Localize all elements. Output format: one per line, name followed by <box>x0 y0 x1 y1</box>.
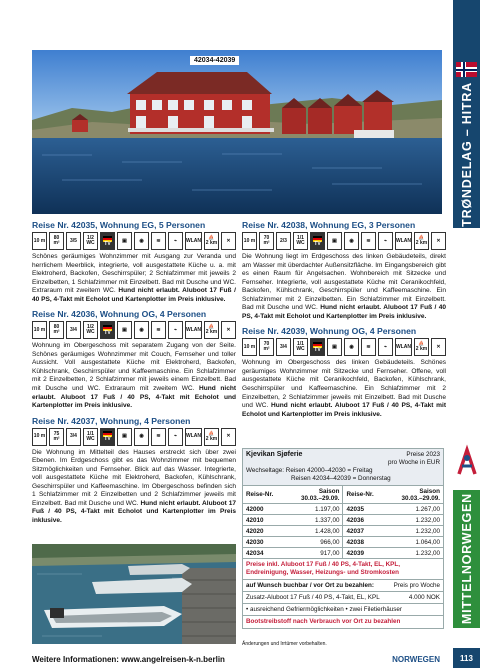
amenity-icon: 3/5 <box>66 232 81 250</box>
price-grid <box>243 485 443 558</box>
amenity-icon: TV <box>310 232 325 250</box>
amenity-icon: ⌁ <box>168 428 183 446</box>
amenity-icons <box>32 321 236 339</box>
table-row <box>243 526 443 537</box>
norway-flag-icon <box>456 62 477 77</box>
amenity-icons <box>242 338 446 356</box>
amenity-icon: ≋ <box>361 232 376 250</box>
amenity-icon: ⌁ <box>168 232 183 250</box>
table-row <box>243 504 443 515</box>
change-day-2: Reisen 42034–42039 = Donnerstag <box>291 475 391 482</box>
amenity-icon: 3/4 <box>66 321 81 339</box>
amenity-icon: ▣ <box>327 338 342 356</box>
amenity-icon: 1/2 WC <box>83 321 98 339</box>
amenity-icon: ▣ <box>117 232 132 250</box>
price-header <box>243 449 443 485</box>
amenity-icon: 1/1 WC <box>83 428 98 446</box>
amenity-icon: 1/1 WC <box>293 232 308 250</box>
fuel-note: Bootstreibstoff nach Verbrauch vor Ort zu bezahlen <box>243 615 443 628</box>
table-cell: 1.267,00 <box>386 504 443 515</box>
amenity-icon: ≋ <box>151 232 166 250</box>
listing-text-42039: Wohnung im Obergeschoss des linken Gebäudeteils. Schönes geräumiges Wohnzimmer mit Sitzecke und Fernseher. Offene, voll ausgestattete Küche mit Ceranikochfeld, Backofen, Kühlschrank, Geschirrspüler und Kaffeemaschine. Ein Schlafzimmer mit 2 Einzelbetten, 2 Schlafzimmer jeweils mit Einzelbett. Bad mit Dusche und WC. Hund nicht erlaubt. Aluboot 17 Fuß / 40 PS, 4-Takt mit Echolot und Kartenplotter im Preis inklusive. <box>242 359 447 418</box>
table-cell: 42020 <box>243 526 286 537</box>
amenity-icon: 3/4 <box>66 428 81 446</box>
amenity-icon: WLAN <box>185 321 202 339</box>
listing-title-42036: Reise Nr. 42036, Wohnung OG, 4 Personen <box>32 309 207 320</box>
amenity-icon: ◉ <box>344 232 359 250</box>
amenity-icon: 10 m <box>32 321 47 339</box>
footer-info: Weitere Informationen: www.angelreisen-k-n.berlin <box>32 655 225 664</box>
listing-text-42038: Die Wohnung liegt im Erdgeschoss des linken Gebäudeteils, direkt am Wasser mit überdachter Außensitzfläche. Im Eingangsbereich gibt es einen Raum für Angelsachen. Wohnbereich mit Sitzecke und Fernseher. Integrierte, voll ausgestattete Küche mit Ceranikochfeld, Backofen, Kühlschrank, Geschirrspüler und Kaffeemaschine. Ein Schlafzimmer mit 2 Einzelbetten. Ein Schlafzimmer mit Einzelbett. Bad mit Dusche und WC. Hund nicht erlaubt. Aluboot 17 Fuß / 40 PS, 4-Takt mit Echolot und Kartenplotter im Preis inklusive. <box>242 253 447 320</box>
table-cell: 1.232,00 <box>386 515 443 526</box>
amenity-icon: 75 m² <box>49 428 64 446</box>
change-days-label: Wechseltage: <box>246 467 285 474</box>
amenity-icon: ◉ <box>134 428 149 446</box>
price-unit: pro Woche in EUR <box>387 459 440 466</box>
table-cell: 966,00 <box>286 537 343 548</box>
col-header-nr: Reise-Nr. <box>343 486 386 504</box>
table-cell: 42010 <box>243 515 286 526</box>
table-cell: 42037 <box>343 526 386 537</box>
table-cell: 1.197,00 <box>286 504 343 515</box>
amenity-icons <box>32 232 236 250</box>
house-photo <box>32 50 442 214</box>
col-header-nr: Reise-Nr. <box>243 486 286 504</box>
amenity-icon: ▣ <box>327 232 342 250</box>
amenity-icon: ◉ <box>344 338 359 356</box>
table-cell: 1.428,00 <box>286 526 343 537</box>
amenity-icon: ⛵ 2 km <box>204 428 219 446</box>
amenity-icon: ◉ <box>134 232 149 250</box>
amenity-icon: WLAN <box>395 232 412 250</box>
col-header-season: Saison 30.03.–29.09. <box>386 486 443 504</box>
region-label: TRØNDELAG – HITRA <box>459 81 474 227</box>
table-cell: 42039 <box>343 548 386 559</box>
amenity-icon: ≋ <box>361 338 376 356</box>
table-cell: 42000 <box>243 504 286 515</box>
amenity-icon: 2/3 <box>276 232 291 250</box>
right-column <box>242 217 446 419</box>
table-cell: 42030 <box>243 537 286 548</box>
amenity-icon: 70 m² <box>259 232 274 250</box>
amenity-icon: ⌁ <box>378 232 393 250</box>
listing-title-42038: Reise Nr. 42038, Wohnung EG, 3 Personen <box>242 220 416 230</box>
amenity-icon: 10 m <box>242 338 257 356</box>
table-cell: 917,00 <box>286 548 343 559</box>
amenity-icon: 3/4 <box>276 338 291 356</box>
amenity-icons <box>32 428 236 446</box>
price-table <box>242 448 444 629</box>
col-header-season: Saison 30.03.–29.09. <box>286 486 343 504</box>
disclaimer: Änderungen und Irrtümer vorbehalten. <box>242 641 327 647</box>
amenity-icon: ⛵ 2 km <box>414 338 429 356</box>
price-includes: Preise inkl. Aluboot 17 Fuß / 40 PS, 4-Takt, EL, KPL, Endreinigung, Wasser, Heizungs- und Stromkosten <box>243 558 443 579</box>
change-day-1: Reisen 42000–42030 = Freitag <box>285 467 373 474</box>
amenity-icon: TV <box>310 338 325 356</box>
boats-photo <box>32 544 236 644</box>
amenity-icon: ▣ <box>117 321 132 339</box>
extra-boat-row: Zusatz-Aluboot 17 Fuß / 40 PS, 4-Takt, EL, KPL 4.000 NOK <box>243 591 443 603</box>
amenity-icon: 1/1 WC <box>293 338 308 356</box>
amenity-icon: WLAN <box>185 232 202 250</box>
amenity-icon: ⛵ 2 km <box>414 232 429 250</box>
listing-text-42037: Die Wohnung im Mittelteil des Hauses erstreckt sich über zwei Ebenen. Im Erdgeschoss gibt es das Wohnzimmer mit bequemen Sitzmöglichkeiten und Fernseher. Blick auf das Wasser. Integrierte, voll ausgestattete Küche mit Elektroherd, Backofen, Kühlschrank, Geschirrspüler und Kaffeemaschine. Im Obergeschoss befinden sich 1 Schlafzimmer mit 2 Einzelbetten und 2 Schlafzimmer jeweils mit Einzelbett. Bad mit Dusche und WC. Hund nicht erlaubt. Aluboot 17 Fuß / 40 PS, 4-Takt mit Echolot und Kartenplotter im Preis inklusive. <box>32 448 236 525</box>
amenity-icon: ⌁ <box>168 321 183 339</box>
table-row <box>243 537 443 548</box>
amenity-icon: 70 m² <box>259 338 274 356</box>
property-name: Kjevikan Sjøferie <box>246 451 303 458</box>
amenity-icon: TV <box>100 428 115 446</box>
amenity-icon: ✕ <box>431 338 446 356</box>
amenity-icon: TV <box>100 232 115 250</box>
amenity-icon: ⛵ 2 km <box>204 232 219 250</box>
brand-logo-icon <box>453 440 480 484</box>
listing-title-42039: Reise Nr. 42039, Wohnung OG, 4 Personen <box>242 326 417 337</box>
amenity-icon: 10 m <box>32 232 47 250</box>
table-cell: 1.337,00 <box>286 515 343 526</box>
amenity-icon: TV <box>100 321 115 339</box>
amenity-icon: 80 m² <box>49 232 64 250</box>
table-row <box>243 515 443 526</box>
listing-title-42035: Reise Nr. 42035, Wohnung EG, 5 Personen <box>32 220 206 230</box>
amenity-icon: ≋ <box>151 321 166 339</box>
amenity-icon: ✕ <box>431 232 446 250</box>
table-cell: 42035 <box>343 504 386 515</box>
amenity-icons <box>242 232 446 250</box>
listing-text-42036: Wohnung im Obergeschoss mit separatem Zugang von der Seite. Schönes geräumiges Wohnzimmer mit Couch, Fernseher und toller Aussicht. Voll ausgestattete Küche mit Elektroherd, Backofen, Kühlschrank, Geschirrspüler und Kaffeemaschine. Ein Schlafzimmer mit 2 Einzelbetten, 2 Schlafzimmer mit jeweils einem Einzelbett. Bad mit Dusche und WC. Extraraum mit zweitem WC. Hund nicht erlaubt. Aluboot 17 Fuß / 40 PS, 4-Takt mit Echolot und Kartenplotter im Preis inklusive. <box>32 342 237 410</box>
amenity-icon: ◉ <box>134 321 149 339</box>
page-number: 113 <box>453 648 480 668</box>
extras-header: auf Wunsch buchbar / vor Ort zu bezahlen: Preis pro Woche <box>243 579 443 591</box>
amenity-icon: ⌁ <box>378 338 393 356</box>
price-year: Preise 2023 <box>406 451 440 458</box>
amenity-icon: WLAN <box>395 338 412 356</box>
listing-text-42035: Schönes geräumiges Wohnzimmer mit Ausgang zur Veranda und herrlichem Meerblick, integrierte, voll ausgestattete Küche u. a. mit Elektroherd, Backofen, Geschirrspüler; 2 Schlafzimmer mit jeweils 2 Einzelbetten, 1 Schlafzimmer mit Einzelbett. Bad mit Dusche und WC. Extraraum mit zweitem WC. Hund nicht erlaubt. Aluboot 17 Fuß / 40 PS, 4-Takt mit Echolot und Kartenplotter im Preis inklusive. <box>32 253 236 303</box>
table-cell: 1.064,00 <box>386 537 443 548</box>
amenity-icon: 10 m <box>242 232 257 250</box>
amenity-icon: ≋ <box>151 428 166 446</box>
table-cell: 42036 <box>343 515 386 526</box>
table-cell: 42038 <box>343 537 386 548</box>
freezer-info: • ausreichend Gefriermöglichkeiten • zwei Filetierhäuser <box>243 603 443 615</box>
amenity-icon: 10 m <box>32 428 47 446</box>
amenity-icon: 80 m² <box>49 321 64 339</box>
photo-caption: 42034-42039 <box>190 56 239 65</box>
amenity-icon: WLAN <box>185 428 202 446</box>
country-label: MITTELNORWEGEN <box>459 493 474 625</box>
amenity-icon: ▣ <box>117 428 132 446</box>
left-column <box>32 217 236 526</box>
table-cell: 1.232,00 <box>386 548 443 559</box>
amenity-icon: ✕ <box>221 321 236 339</box>
amenity-icon: ✕ <box>221 428 236 446</box>
table-row <box>243 548 443 559</box>
amenity-icon: ⛵ 2 km <box>204 321 219 339</box>
table-cell: 1.232,00 <box>386 526 443 537</box>
table-cell: 42034 <box>243 548 286 559</box>
amenity-icon: 1/2 WC <box>83 232 98 250</box>
listing-title-42037: Reise Nr. 42037, Wohnung, 4 Personen <box>32 415 191 426</box>
amenity-icon: ✕ <box>221 232 236 250</box>
footer-country: NORWEGEN <box>392 655 440 664</box>
